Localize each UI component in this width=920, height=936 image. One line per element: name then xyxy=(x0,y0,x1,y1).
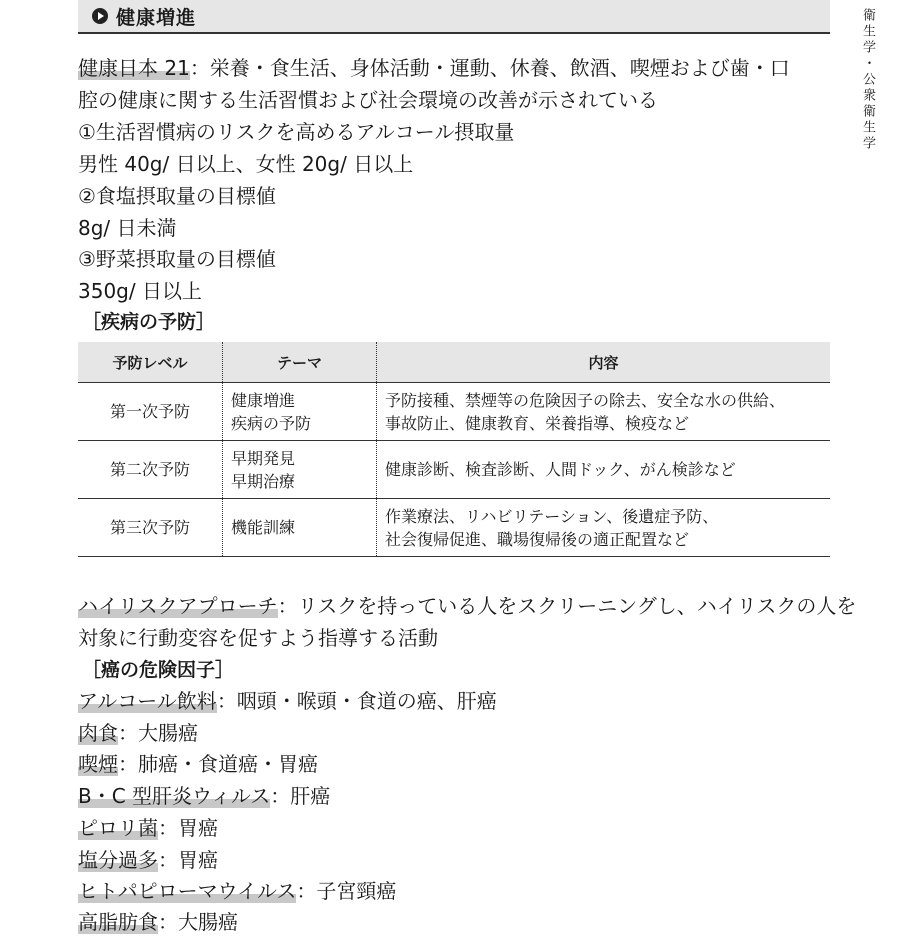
high-risk-desc-1: ：リスクを持っている人をスクリーニングし、ハイリスクの人を xyxy=(277,594,857,618)
cancer-desc: ：胃癌 xyxy=(158,816,218,840)
section-header xyxy=(78,0,830,34)
cancer-term: 塩分過多 xyxy=(78,848,158,872)
alcohol-intake-value: 男性 40g/ 日以上、女性 20g/ 日以上 xyxy=(78,152,414,176)
cancer-item xyxy=(78,877,396,905)
cancer-desc: ：肝癌 xyxy=(270,784,331,808)
cancer-item xyxy=(78,846,218,874)
health-japan-desc-1: ：栄養・食生活、身体活動・運動、休養、飲酒、喫煙および歯・口 xyxy=(189,56,790,80)
side-tab-label: 衛生学・公衆衛生学 xyxy=(860,8,875,152)
prevention-table xyxy=(78,342,830,557)
cancer-term: 喫煙 xyxy=(78,752,118,776)
content-line: 予防接種、禁煙等の危険因子の除去、安全な水の供給、 xyxy=(385,390,786,410)
cancer-term: 肉食 xyxy=(78,721,118,745)
cell-level: 第二次予防 xyxy=(78,441,223,499)
cell-content xyxy=(377,441,831,499)
cancer-desc: ：子宮頸癌 xyxy=(296,879,397,903)
cancer-item xyxy=(78,814,218,842)
term-health-japan-21: 健康日本 21 xyxy=(78,56,190,80)
cancer-term: ピロリ菌 xyxy=(78,816,158,840)
header-content: 内容 xyxy=(377,342,831,383)
cancer-desc: ：肺癌・食道癌・胃癌 xyxy=(118,752,318,776)
vegetable-target-value: 350g/ 日以上 xyxy=(78,279,202,303)
cell-content xyxy=(377,499,831,557)
table-row xyxy=(78,383,830,441)
table-row xyxy=(78,441,830,499)
high-risk-line-1 xyxy=(78,592,856,620)
theme-line: 疾病の予防 xyxy=(231,413,312,433)
cancer-desc: ：胃癌 xyxy=(158,848,218,872)
cell-theme xyxy=(223,499,377,557)
cancer-item xyxy=(78,782,330,810)
health-japan-line-1 xyxy=(78,54,790,82)
salt-target-label: ②食塩摂取量の目標値 xyxy=(78,184,276,208)
content-line: 事故防止、健康教育、栄養指導、検疫など xyxy=(385,413,690,433)
cancer-item xyxy=(78,687,497,715)
cancer-desc: ：大腸癌 xyxy=(118,721,198,745)
alcohol-intake-label: ①生活習慣病のリスクを高めるアルコール摂取量 xyxy=(78,120,515,144)
section-title: 健康増進 xyxy=(116,6,197,29)
prevention-heading: ［疾病の予防］ xyxy=(82,311,216,333)
cell-level: 第一次予防 xyxy=(78,383,223,441)
cancer-term: B・C 型肝炎ウィルス xyxy=(78,784,271,808)
table-row xyxy=(78,499,830,557)
theme-line: 機能訓練 xyxy=(231,518,296,537)
term-high-risk-approach: ハイリスクアプローチ xyxy=(78,594,278,618)
cancer-desc: ：咽頭・喉頭・食道の癌、肝癌 xyxy=(216,689,497,713)
header-level: 予防レベル xyxy=(78,342,223,383)
header-theme: テーマ xyxy=(223,342,377,383)
cancer-term: 高脂肪食 xyxy=(78,910,158,934)
cancer-desc: ：大腸癌 xyxy=(158,910,238,934)
cancer-heading: ［癌の危険因子］ xyxy=(82,659,235,681)
play-circle-icon xyxy=(92,8,108,24)
cell-theme xyxy=(223,441,377,499)
theme-line: 早期発見 xyxy=(231,448,296,468)
cancer-term: ヒトパピローマウイルス xyxy=(78,879,297,903)
cancer-item xyxy=(78,719,198,747)
content-line: 社会復帰促進、職場復帰後の適正配置など xyxy=(385,529,690,549)
table-header-row xyxy=(78,342,830,383)
cancer-term: アルコール飲料 xyxy=(78,689,217,713)
content-line: 作業療法、リハビリテーション、後遺症予防、 xyxy=(385,506,719,526)
vegetable-target-label: ③野菜摂取量の目標値 xyxy=(78,247,276,271)
cell-theme xyxy=(223,383,377,441)
content-line: 健康診断、検査診断、人間ドック、がん検診など xyxy=(385,460,736,479)
theme-line: 健康増進 xyxy=(231,390,296,410)
cell-level: 第三次予防 xyxy=(78,499,223,557)
cancer-item xyxy=(78,750,318,778)
health-japan-desc-2: 腔の健康に関する生活習慣および社会環境の改善が示されている xyxy=(78,88,658,112)
high-risk-desc-2: 対象に行動変容を促すよう指導する活動 xyxy=(78,626,438,650)
cancer-item xyxy=(78,908,238,936)
salt-target-value: 8g/ 日未満 xyxy=(78,216,177,240)
theme-line: 早期治療 xyxy=(231,471,296,491)
cell-content xyxy=(377,383,831,441)
